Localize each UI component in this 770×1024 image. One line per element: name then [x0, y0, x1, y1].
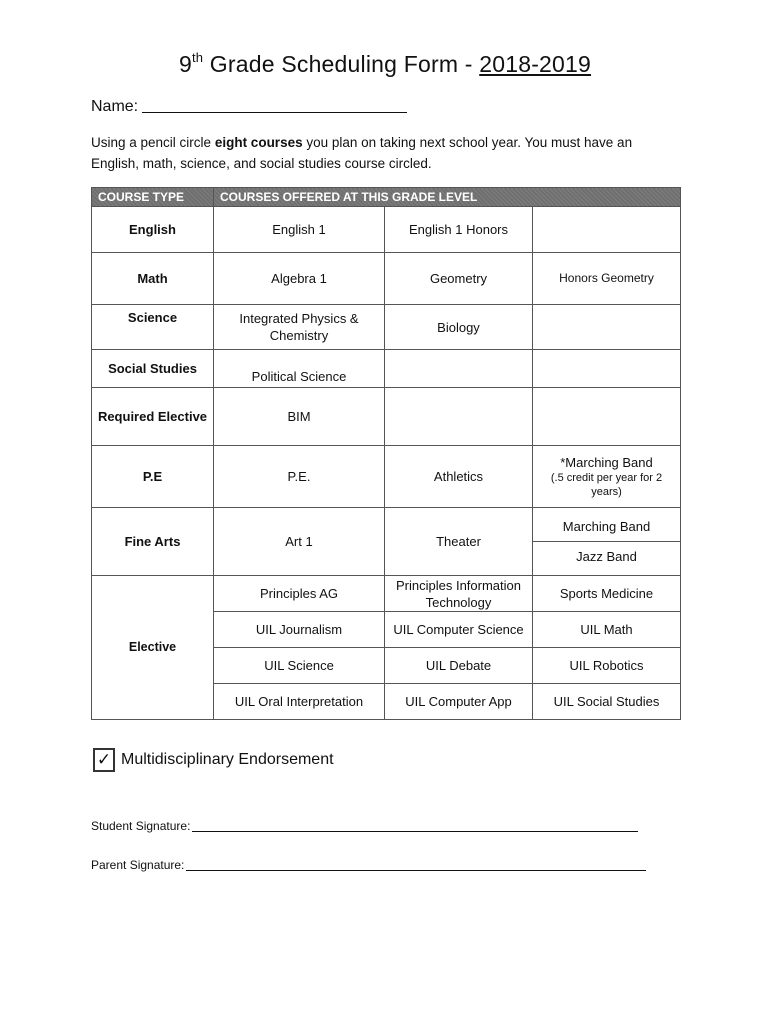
course-cell-marching-band[interactable]: *Marching Band (.5 credit per year for 2 years)	[533, 446, 681, 508]
parent-signature-row	[91, 858, 646, 872]
course-cell	[533, 350, 681, 388]
course-cell[interactable]: English 1	[214, 207, 385, 253]
course-cell[interactable]: Principles AG	[214, 576, 385, 612]
course-cell[interactable]: UIL Oral Interpretation	[214, 684, 385, 720]
credit-note: (.5 credit per year for 2 years)	[550, 472, 663, 498]
course-cell[interactable]: P.E.	[214, 446, 385, 508]
course-cell[interactable]: English 1 Honors	[385, 207, 533, 253]
course-cell[interactable]: UIL Computer App	[385, 684, 533, 720]
course-type-fine-arts: Fine Arts	[92, 508, 214, 576]
course-cell[interactable]: UIL Computer Science	[385, 612, 533, 648]
table-row	[92, 253, 681, 305]
course-cell[interactable]: BIM	[214, 388, 385, 446]
name-field-row	[91, 96, 407, 116]
table-row	[92, 388, 681, 446]
endorsement-row	[93, 748, 334, 772]
table-row	[92, 576, 681, 612]
parent-signature-label: Parent Signature:	[91, 858, 185, 872]
course-cell[interactable]: UIL Social Studies	[533, 684, 681, 720]
course-type-science: Science	[92, 305, 214, 350]
course-cell[interactable]: Art 1	[214, 508, 385, 576]
course-cell	[385, 388, 533, 446]
course-cell[interactable]: UIL Robotics	[533, 648, 681, 684]
name-label: Name:	[91, 98, 139, 115]
course-cell[interactable]: Jazz Band	[576, 549, 637, 564]
course-cell	[533, 388, 681, 446]
course-type-math: Math	[92, 253, 214, 305]
instructions: Using a pencil circle eight courses you plan on taking next school year. You must have an English, math, science, and social studies course circled.	[91, 135, 633, 171]
header-courses-offered: COURSES OFFERED AT THIS GRADE LEVEL	[214, 188, 681, 207]
course-type-pe: P.E	[92, 446, 214, 508]
page-title: 9th Grade Scheduling Form - 2018-2019	[178, 50, 592, 77]
endorsement-label: Multidisciplinary Endorsement	[121, 751, 334, 768]
table-row	[92, 350, 681, 388]
course-type-social-studies: Social Studies	[92, 350, 214, 388]
course-cell[interactable]: Honors Geometry	[533, 253, 681, 305]
course-cell[interactable]: Political Science	[214, 350, 385, 388]
course-cell[interactable]: Athletics	[385, 446, 533, 508]
table-header-row	[92, 188, 681, 207]
course-cell[interactable]: Geometry	[385, 253, 533, 305]
course-cell[interactable]: UIL Debate	[385, 648, 533, 684]
table-row	[92, 508, 681, 576]
name-blank-line[interactable]	[142, 96, 407, 113]
course-cell[interactable]: Integrated Physics & Chemistry	[214, 305, 385, 350]
course-cell[interactable]: UIL Math	[533, 612, 681, 648]
endorsement-checkbox[interactable]	[93, 748, 115, 772]
header-course-type: COURSE TYPE	[92, 188, 214, 207]
parent-signature-line[interactable]	[186, 858, 646, 871]
course-cell[interactable]: UIL Science	[214, 648, 385, 684]
course-cell[interactable]: Principles Information Technology	[385, 576, 533, 612]
course-table	[91, 187, 681, 720]
course-cell[interactable]: Biology	[385, 305, 533, 350]
course-cell[interactable]: Theater	[385, 508, 533, 576]
course-cell[interactable]: Algebra 1	[214, 253, 385, 305]
course-type-required-elective: Required Elective	[92, 388, 214, 446]
table-row	[92, 305, 681, 350]
table-row	[92, 207, 681, 253]
table-row	[92, 446, 681, 508]
course-cell[interactable]: UIL Journalism	[214, 612, 385, 648]
course-type-elective: Elective	[92, 576, 214, 720]
course-cell	[533, 207, 681, 253]
course-cell-split	[533, 508, 681, 576]
student-signature-line[interactable]	[192, 819, 638, 832]
course-cell	[385, 350, 533, 388]
student-signature-label: Student Signature:	[91, 819, 191, 833]
check-icon: ✓	[96, 749, 112, 770]
course-cell	[533, 305, 681, 350]
course-cell[interactable]: Marching Band	[533, 518, 680, 542]
student-signature-row	[91, 819, 638, 833]
course-type-english: English	[92, 207, 214, 253]
course-cell[interactable]: Sports Medicine	[533, 576, 681, 612]
school-year: 2018-2019	[479, 51, 592, 77]
